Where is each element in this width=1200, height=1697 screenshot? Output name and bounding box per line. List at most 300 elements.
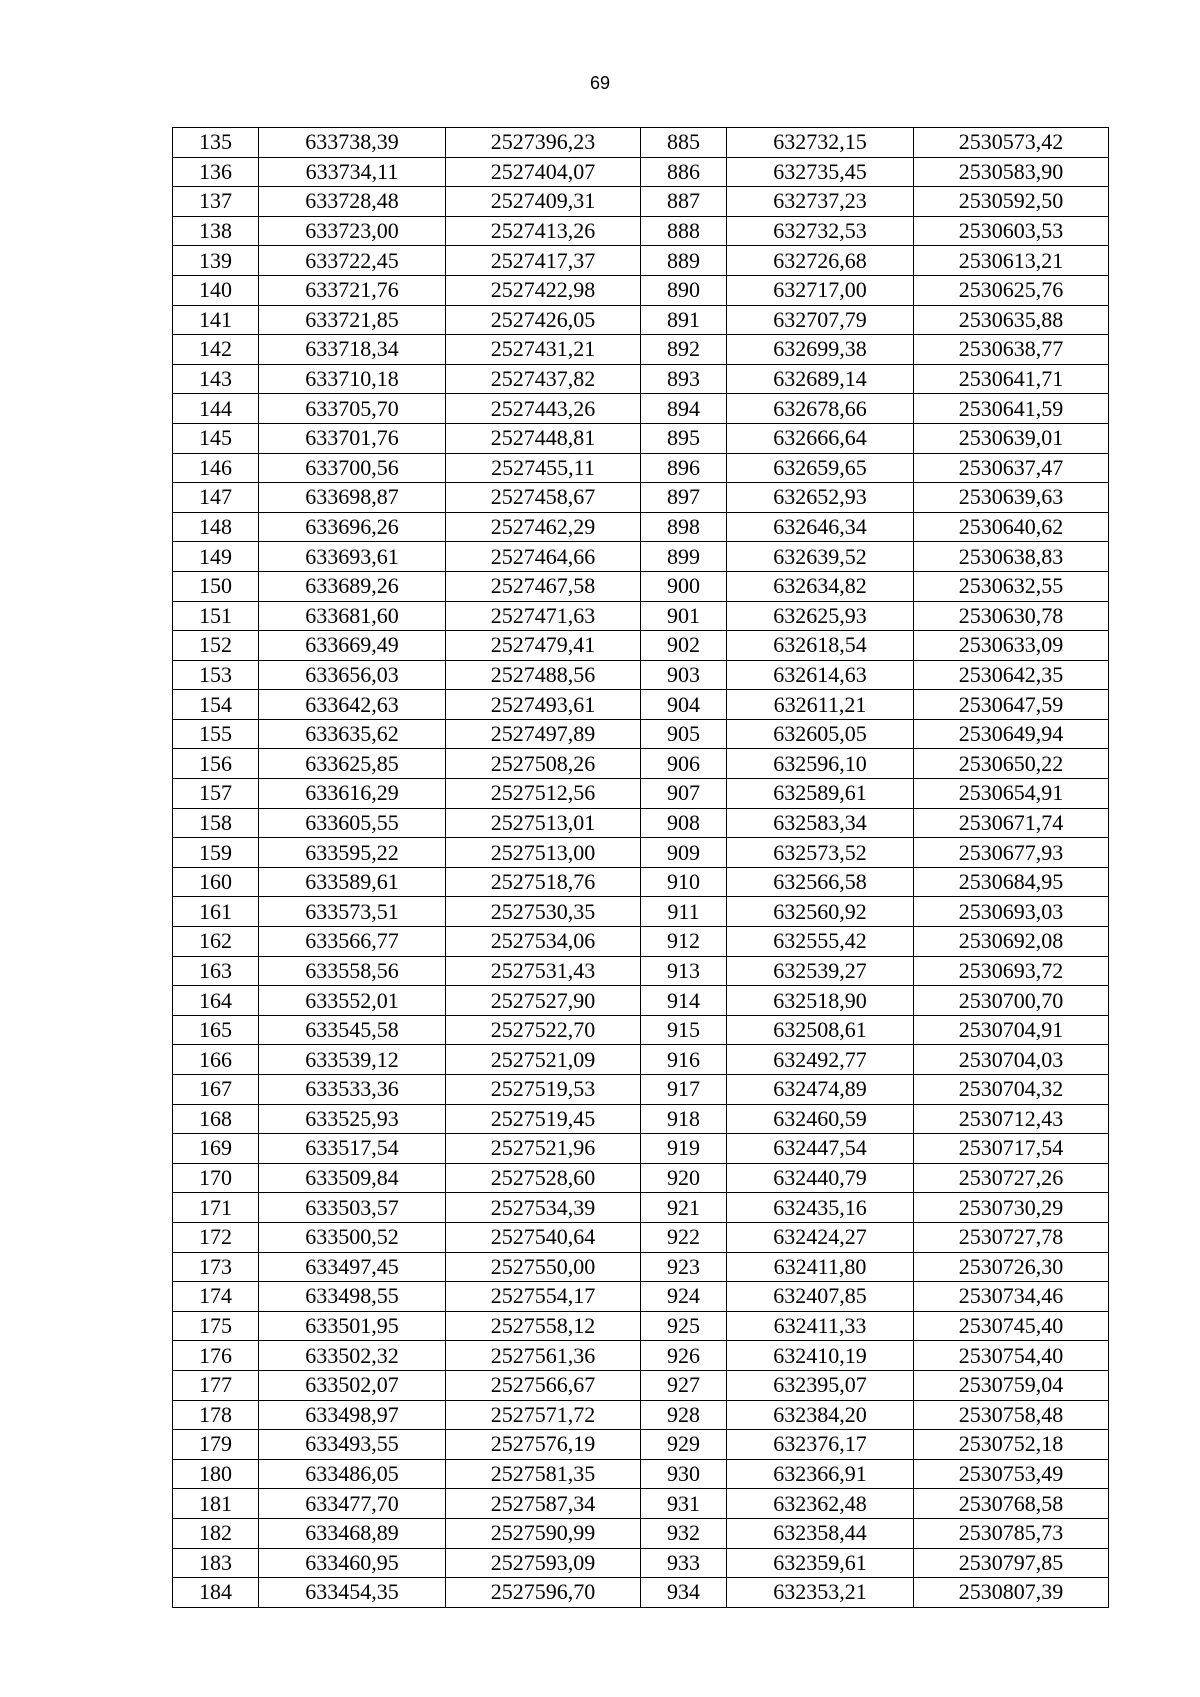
x-coord-left-cell: 633558,56 [259, 956, 446, 986]
point-number-right-cell: 894 [641, 394, 727, 424]
point-number-right-cell: 929 [641, 1430, 727, 1460]
y-coord-right-cell: 2530635,88 [914, 305, 1109, 335]
point-number-left-cell: 162 [173, 927, 259, 957]
y-coord-right-cell: 2530671,74 [914, 808, 1109, 838]
point-number-left-cell: 149 [173, 542, 259, 572]
page-number: 69 [589, 73, 611, 93]
point-number-right-cell: 933 [641, 1548, 727, 1578]
y-coord-left-cell: 2527528,60 [446, 1163, 641, 1193]
point-number-left-cell: 171 [173, 1193, 259, 1223]
y-coord-left-cell: 2527462,29 [446, 512, 641, 542]
point-number-right-cell: 900 [641, 571, 727, 601]
y-coord-left-cell: 2527587,34 [446, 1489, 641, 1519]
table-row [173, 601, 1109, 631]
x-coord-left-cell: 633693,61 [259, 542, 446, 572]
y-coord-right-cell: 2530734,46 [914, 1282, 1109, 1312]
point-number-right-cell: 927 [641, 1370, 727, 1400]
x-coord-left-cell: 633539,12 [259, 1045, 446, 1075]
y-coord-right-cell: 2530768,58 [914, 1489, 1109, 1519]
table-row [173, 660, 1109, 690]
table-row [173, 483, 1109, 513]
table-row [173, 1193, 1109, 1223]
y-coord-right-cell: 2530633,09 [914, 631, 1109, 661]
point-number-right-cell: 920 [641, 1163, 727, 1193]
x-coord-left-cell: 633460,95 [259, 1548, 446, 1578]
point-number-left-cell: 150 [173, 571, 259, 601]
y-coord-right-cell: 2530759,04 [914, 1370, 1109, 1400]
point-number-left-cell: 147 [173, 483, 259, 513]
y-coord-right-cell: 2530727,26 [914, 1163, 1109, 1193]
x-coord-left-cell: 633454,35 [259, 1578, 446, 1608]
point-number-left-cell: 176 [173, 1341, 259, 1371]
point-number-right-cell: 918 [641, 1104, 727, 1134]
x-coord-left-cell: 633721,76 [259, 275, 446, 305]
point-number-left-cell: 184 [173, 1578, 259, 1608]
x-coord-right-cell: 632618,54 [727, 631, 914, 661]
table-row [173, 157, 1109, 187]
y-coord-left-cell: 2527488,56 [446, 660, 641, 690]
y-coord-left-cell: 2527518,76 [446, 867, 641, 897]
x-coord-right-cell: 632732,15 [727, 128, 914, 158]
point-number-left-cell: 138 [173, 216, 259, 246]
point-number-left-cell: 175 [173, 1311, 259, 1341]
y-coord-left-cell: 2527558,12 [446, 1311, 641, 1341]
y-coord-right-cell: 2530650,22 [914, 749, 1109, 779]
table-row [173, 867, 1109, 897]
x-coord-left-cell: 633734,11 [259, 157, 446, 187]
table-row [173, 423, 1109, 453]
y-coord-right-cell: 2530754,40 [914, 1341, 1109, 1371]
x-coord-left-cell: 633468,89 [259, 1518, 446, 1548]
point-number-left-cell: 157 [173, 779, 259, 809]
point-number-left-cell: 154 [173, 690, 259, 720]
table-row [173, 571, 1109, 601]
x-coord-right-cell: 632358,44 [727, 1518, 914, 1548]
point-number-right-cell: 916 [641, 1045, 727, 1075]
y-coord-left-cell: 2527581,35 [446, 1459, 641, 1489]
point-number-right-cell: 887 [641, 187, 727, 217]
x-coord-left-cell: 633502,07 [259, 1370, 446, 1400]
y-coord-right-cell: 2530625,76 [914, 275, 1109, 305]
x-coord-right-cell: 632410,19 [727, 1341, 914, 1371]
point-number-left-cell: 181 [173, 1489, 259, 1519]
y-coord-right-cell: 2530583,90 [914, 157, 1109, 187]
y-coord-right-cell: 2530717,54 [914, 1134, 1109, 1164]
y-coord-right-cell: 2530639,01 [914, 423, 1109, 453]
x-coord-right-cell: 632435,16 [727, 1193, 914, 1223]
point-number-left-cell: 151 [173, 601, 259, 631]
point-number-left-cell: 163 [173, 956, 259, 986]
table-row [173, 1341, 1109, 1371]
y-coord-left-cell: 2527512,56 [446, 779, 641, 809]
point-number-left-cell: 136 [173, 157, 259, 187]
x-coord-right-cell: 632573,52 [727, 838, 914, 868]
y-coord-left-cell: 2527471,63 [446, 601, 641, 631]
y-coord-right-cell: 2530730,29 [914, 1193, 1109, 1223]
y-coord-left-cell: 2527513,01 [446, 808, 641, 838]
point-number-right-cell: 921 [641, 1193, 727, 1223]
point-number-right-cell: 907 [641, 779, 727, 809]
x-coord-left-cell: 633573,51 [259, 897, 446, 927]
x-coord-right-cell: 632646,34 [727, 512, 914, 542]
y-coord-left-cell: 2527522,70 [446, 1015, 641, 1045]
x-coord-left-cell: 633723,00 [259, 216, 446, 246]
x-coord-right-cell: 632639,52 [727, 542, 914, 572]
x-coord-right-cell: 632732,53 [727, 216, 914, 246]
table-row [173, 187, 1109, 217]
x-coord-left-cell: 633656,03 [259, 660, 446, 690]
y-coord-right-cell: 2530692,08 [914, 927, 1109, 957]
point-number-right-cell: 911 [641, 897, 727, 927]
table-row [173, 1222, 1109, 1252]
point-number-right-cell: 891 [641, 305, 727, 335]
point-number-right-cell: 902 [641, 631, 727, 661]
y-coord-left-cell: 2527521,09 [446, 1045, 641, 1075]
x-coord-right-cell: 632447,54 [727, 1134, 914, 1164]
y-coord-right-cell: 2530727,78 [914, 1222, 1109, 1252]
y-coord-left-cell: 2527550,00 [446, 1252, 641, 1282]
point-number-left-cell: 156 [173, 749, 259, 779]
table-row [173, 275, 1109, 305]
y-coord-left-cell: 2527497,89 [446, 719, 641, 749]
point-number-right-cell: 898 [641, 512, 727, 542]
x-coord-right-cell: 632652,93 [727, 483, 914, 513]
point-number-right-cell: 932 [641, 1518, 727, 1548]
y-coord-left-cell: 2527519,53 [446, 1075, 641, 1105]
point-number-left-cell: 166 [173, 1045, 259, 1075]
x-coord-right-cell: 632689,14 [727, 364, 914, 394]
x-coord-right-cell: 632353,21 [727, 1578, 914, 1608]
y-coord-right-cell: 2530639,63 [914, 483, 1109, 513]
point-number-left-cell: 142 [173, 335, 259, 365]
x-coord-right-cell: 632362,48 [727, 1489, 914, 1519]
table-row [173, 808, 1109, 838]
x-coord-right-cell: 632666,64 [727, 423, 914, 453]
point-number-left-cell: 164 [173, 986, 259, 1016]
table-row [173, 1045, 1109, 1075]
y-coord-right-cell: 2530630,78 [914, 601, 1109, 631]
point-number-left-cell: 152 [173, 631, 259, 661]
x-coord-left-cell: 633710,18 [259, 364, 446, 394]
x-coord-right-cell: 632384,20 [727, 1400, 914, 1430]
x-coord-right-cell: 632634,82 [727, 571, 914, 601]
table-row [173, 512, 1109, 542]
x-coord-left-cell: 633498,55 [259, 1282, 446, 1312]
table-row [173, 1518, 1109, 1548]
x-coord-right-cell: 632583,34 [727, 808, 914, 838]
table-row [173, 956, 1109, 986]
y-coord-left-cell: 2527590,99 [446, 1518, 641, 1548]
point-number-left-cell: 148 [173, 512, 259, 542]
y-coord-right-cell: 2530753,49 [914, 1459, 1109, 1489]
x-coord-right-cell: 632411,33 [727, 1311, 914, 1341]
point-number-left-cell: 140 [173, 275, 259, 305]
y-coord-left-cell: 2527417,37 [446, 246, 641, 276]
point-number-right-cell: 885 [641, 128, 727, 158]
x-coord-right-cell: 632678,66 [727, 394, 914, 424]
point-number-left-cell: 173 [173, 1252, 259, 1282]
y-coord-right-cell: 2530785,73 [914, 1518, 1109, 1548]
y-coord-left-cell: 2527593,09 [446, 1548, 641, 1578]
x-coord-left-cell: 633486,05 [259, 1459, 446, 1489]
x-coord-left-cell: 633718,34 [259, 335, 446, 365]
y-coord-left-cell: 2527443,26 [446, 394, 641, 424]
x-coord-left-cell: 633503,57 [259, 1193, 446, 1223]
y-coord-right-cell: 2530807,39 [914, 1578, 1109, 1608]
y-coord-left-cell: 2527566,67 [446, 1370, 641, 1400]
y-coord-left-cell: 2527426,05 [446, 305, 641, 335]
y-coord-left-cell: 2527404,07 [446, 157, 641, 187]
point-number-right-cell: 934 [641, 1578, 727, 1608]
table-row [173, 453, 1109, 483]
x-coord-left-cell: 633728,48 [259, 187, 446, 217]
table-row [173, 631, 1109, 661]
point-number-right-cell: 910 [641, 867, 727, 897]
y-coord-left-cell: 2527464,66 [446, 542, 641, 572]
x-coord-left-cell: 633500,52 [259, 1222, 446, 1252]
x-coord-right-cell: 632518,90 [727, 986, 914, 1016]
table-row [173, 897, 1109, 927]
y-coord-right-cell: 2530647,59 [914, 690, 1109, 720]
y-coord-right-cell: 2530704,91 [914, 1015, 1109, 1045]
x-coord-left-cell: 633589,61 [259, 867, 446, 897]
point-number-right-cell: 925 [641, 1311, 727, 1341]
point-number-right-cell: 903 [641, 660, 727, 690]
point-number-left-cell: 183 [173, 1548, 259, 1578]
y-coord-left-cell: 2527561,36 [446, 1341, 641, 1371]
y-coord-right-cell: 2530573,42 [914, 128, 1109, 158]
point-number-left-cell: 165 [173, 1015, 259, 1045]
point-number-right-cell: 924 [641, 1282, 727, 1312]
point-number-left-cell: 158 [173, 808, 259, 838]
x-coord-left-cell: 633721,85 [259, 305, 446, 335]
x-coord-left-cell: 633502,32 [259, 1341, 446, 1371]
point-number-left-cell: 179 [173, 1430, 259, 1460]
x-coord-left-cell: 633625,85 [259, 749, 446, 779]
x-coord-left-cell: 633566,77 [259, 927, 446, 957]
y-coord-right-cell: 2530758,48 [914, 1400, 1109, 1430]
table-row [173, 1311, 1109, 1341]
point-number-right-cell: 912 [641, 927, 727, 957]
x-coord-right-cell: 632659,65 [727, 453, 914, 483]
table-row [173, 216, 1109, 246]
point-number-left-cell: 160 [173, 867, 259, 897]
table-row [173, 1489, 1109, 1519]
x-coord-right-cell: 632395,07 [727, 1370, 914, 1400]
y-coord-right-cell: 2530641,71 [914, 364, 1109, 394]
y-coord-right-cell: 2530638,83 [914, 542, 1109, 572]
x-coord-left-cell: 633545,58 [259, 1015, 446, 1045]
point-number-left-cell: 172 [173, 1222, 259, 1252]
y-coord-left-cell: 2527448,81 [446, 423, 641, 453]
y-coord-right-cell: 2530752,18 [914, 1430, 1109, 1460]
table-row [173, 1075, 1109, 1105]
point-number-left-cell: 177 [173, 1370, 259, 1400]
x-coord-right-cell: 632508,61 [727, 1015, 914, 1045]
point-number-right-cell: 888 [641, 216, 727, 246]
x-coord-right-cell: 632625,93 [727, 601, 914, 631]
x-coord-left-cell: 633722,45 [259, 246, 446, 276]
table-row [173, 1163, 1109, 1193]
x-coord-right-cell: 632359,61 [727, 1548, 914, 1578]
coordinates-table [172, 127, 1109, 1608]
y-coord-left-cell: 2527527,90 [446, 986, 641, 1016]
x-coord-right-cell: 632376,17 [727, 1430, 914, 1460]
x-coord-right-cell: 632596,10 [727, 749, 914, 779]
y-coord-right-cell: 2530642,35 [914, 660, 1109, 690]
point-number-right-cell: 899 [641, 542, 727, 572]
point-number-right-cell: 895 [641, 423, 727, 453]
y-coord-right-cell: 2530632,55 [914, 571, 1109, 601]
point-number-right-cell: 906 [641, 749, 727, 779]
table-row [173, 1134, 1109, 1164]
y-coord-left-cell: 2527534,39 [446, 1193, 641, 1223]
table-row [173, 927, 1109, 957]
point-number-left-cell: 182 [173, 1518, 259, 1548]
y-coord-left-cell: 2527540,64 [446, 1222, 641, 1252]
point-number-right-cell: 905 [641, 719, 727, 749]
y-coord-left-cell: 2527437,82 [446, 364, 641, 394]
y-coord-right-cell: 2530712,43 [914, 1104, 1109, 1134]
y-coord-right-cell: 2530797,85 [914, 1548, 1109, 1578]
y-coord-right-cell: 2530603,53 [914, 216, 1109, 246]
y-coord-right-cell: 2530745,40 [914, 1311, 1109, 1341]
y-coord-right-cell: 2530704,03 [914, 1045, 1109, 1075]
table-row [173, 749, 1109, 779]
point-number-left-cell: 145 [173, 423, 259, 453]
y-coord-right-cell: 2530693,03 [914, 897, 1109, 927]
point-number-left-cell: 161 [173, 897, 259, 927]
point-number-right-cell: 919 [641, 1134, 727, 1164]
y-coord-right-cell: 2530592,50 [914, 187, 1109, 217]
y-coord-left-cell: 2527596,70 [446, 1578, 641, 1608]
x-coord-left-cell: 633533,36 [259, 1075, 446, 1105]
table-row [173, 1370, 1109, 1400]
table-row [173, 1252, 1109, 1282]
y-coord-left-cell: 2527519,45 [446, 1104, 641, 1134]
x-coord-left-cell: 633605,55 [259, 808, 446, 838]
y-coord-left-cell: 2527508,26 [446, 749, 641, 779]
y-coord-right-cell: 2530641,59 [914, 394, 1109, 424]
table-row [173, 364, 1109, 394]
point-number-left-cell: 168 [173, 1104, 259, 1134]
point-number-right-cell: 913 [641, 956, 727, 986]
y-coord-left-cell: 2527521,96 [446, 1134, 641, 1164]
table-row [173, 1578, 1109, 1608]
point-number-right-cell: 896 [641, 453, 727, 483]
y-coord-right-cell: 2530693,72 [914, 956, 1109, 986]
x-coord-left-cell: 633525,93 [259, 1104, 446, 1134]
y-coord-left-cell: 2527458,67 [446, 483, 641, 513]
point-number-right-cell: 928 [641, 1400, 727, 1430]
point-number-right-cell: 892 [641, 335, 727, 365]
point-number-left-cell: 146 [173, 453, 259, 483]
point-number-right-cell: 886 [641, 157, 727, 187]
table-row [173, 394, 1109, 424]
table-row [173, 1282, 1109, 1312]
x-coord-left-cell: 633700,56 [259, 453, 446, 483]
point-number-right-cell: 922 [641, 1222, 727, 1252]
y-coord-left-cell: 2527479,41 [446, 631, 641, 661]
x-coord-left-cell: 633493,55 [259, 1430, 446, 1460]
x-coord-left-cell: 633501,95 [259, 1311, 446, 1341]
table-row [173, 1459, 1109, 1489]
table-row [173, 986, 1109, 1016]
table-row [173, 335, 1109, 365]
point-number-right-cell: 897 [641, 483, 727, 513]
y-coord-right-cell: 2530637,47 [914, 453, 1109, 483]
y-coord-left-cell: 2527396,23 [446, 128, 641, 158]
table-row [173, 1104, 1109, 1134]
point-number-right-cell: 917 [641, 1075, 727, 1105]
x-coord-right-cell: 632460,59 [727, 1104, 914, 1134]
point-number-left-cell: 180 [173, 1459, 259, 1489]
y-coord-left-cell: 2527531,43 [446, 956, 641, 986]
x-coord-left-cell: 633595,22 [259, 838, 446, 868]
x-coord-left-cell: 633616,29 [259, 779, 446, 809]
point-number-left-cell: 153 [173, 660, 259, 690]
y-coord-right-cell: 2530704,32 [914, 1075, 1109, 1105]
x-coord-left-cell: 633498,97 [259, 1400, 446, 1430]
y-coord-left-cell: 2527571,72 [446, 1400, 641, 1430]
table-row [173, 838, 1109, 868]
x-coord-left-cell: 633552,01 [259, 986, 446, 1016]
point-number-right-cell: 890 [641, 275, 727, 305]
x-coord-left-cell: 633642,63 [259, 690, 446, 720]
table-row [173, 1430, 1109, 1460]
table-row [173, 128, 1109, 158]
point-number-right-cell: 923 [641, 1252, 727, 1282]
point-number-right-cell: 915 [641, 1015, 727, 1045]
point-number-left-cell: 155 [173, 719, 259, 749]
x-coord-left-cell: 633497,45 [259, 1252, 446, 1282]
x-coord-right-cell: 632717,00 [727, 275, 914, 305]
table-row [173, 719, 1109, 749]
y-coord-left-cell: 2527467,58 [446, 571, 641, 601]
x-coord-left-cell: 633509,84 [259, 1163, 446, 1193]
y-coord-right-cell: 2530654,91 [914, 779, 1109, 809]
point-number-left-cell: 169 [173, 1134, 259, 1164]
point-number-right-cell: 908 [641, 808, 727, 838]
point-number-left-cell: 143 [173, 364, 259, 394]
point-number-left-cell: 159 [173, 838, 259, 868]
point-number-right-cell: 893 [641, 364, 727, 394]
x-coord-right-cell: 632440,79 [727, 1163, 914, 1193]
x-coord-right-cell: 632566,58 [727, 867, 914, 897]
x-coord-left-cell: 633701,76 [259, 423, 446, 453]
coordinates-table-body [173, 128, 1109, 1608]
y-coord-left-cell: 2527422,98 [446, 275, 641, 305]
x-coord-right-cell: 632735,45 [727, 157, 914, 187]
y-coord-left-cell: 2527455,11 [446, 453, 641, 483]
point-number-left-cell: 137 [173, 187, 259, 217]
x-coord-left-cell: 633705,70 [259, 394, 446, 424]
table-row [173, 1015, 1109, 1045]
point-number-right-cell: 904 [641, 690, 727, 720]
x-coord-right-cell: 632589,61 [727, 779, 914, 809]
table-row [173, 305, 1109, 335]
x-coord-left-cell: 633738,39 [259, 128, 446, 158]
y-coord-left-cell: 2527530,35 [446, 897, 641, 927]
x-coord-right-cell: 632699,38 [727, 335, 914, 365]
x-coord-right-cell: 632707,79 [727, 305, 914, 335]
point-number-left-cell: 174 [173, 1282, 259, 1312]
y-coord-right-cell: 2530649,94 [914, 719, 1109, 749]
x-coord-left-cell: 633696,26 [259, 512, 446, 542]
y-coord-left-cell: 2527534,06 [446, 927, 641, 957]
x-coord-left-cell: 633477,70 [259, 1489, 446, 1519]
table-row [173, 779, 1109, 809]
